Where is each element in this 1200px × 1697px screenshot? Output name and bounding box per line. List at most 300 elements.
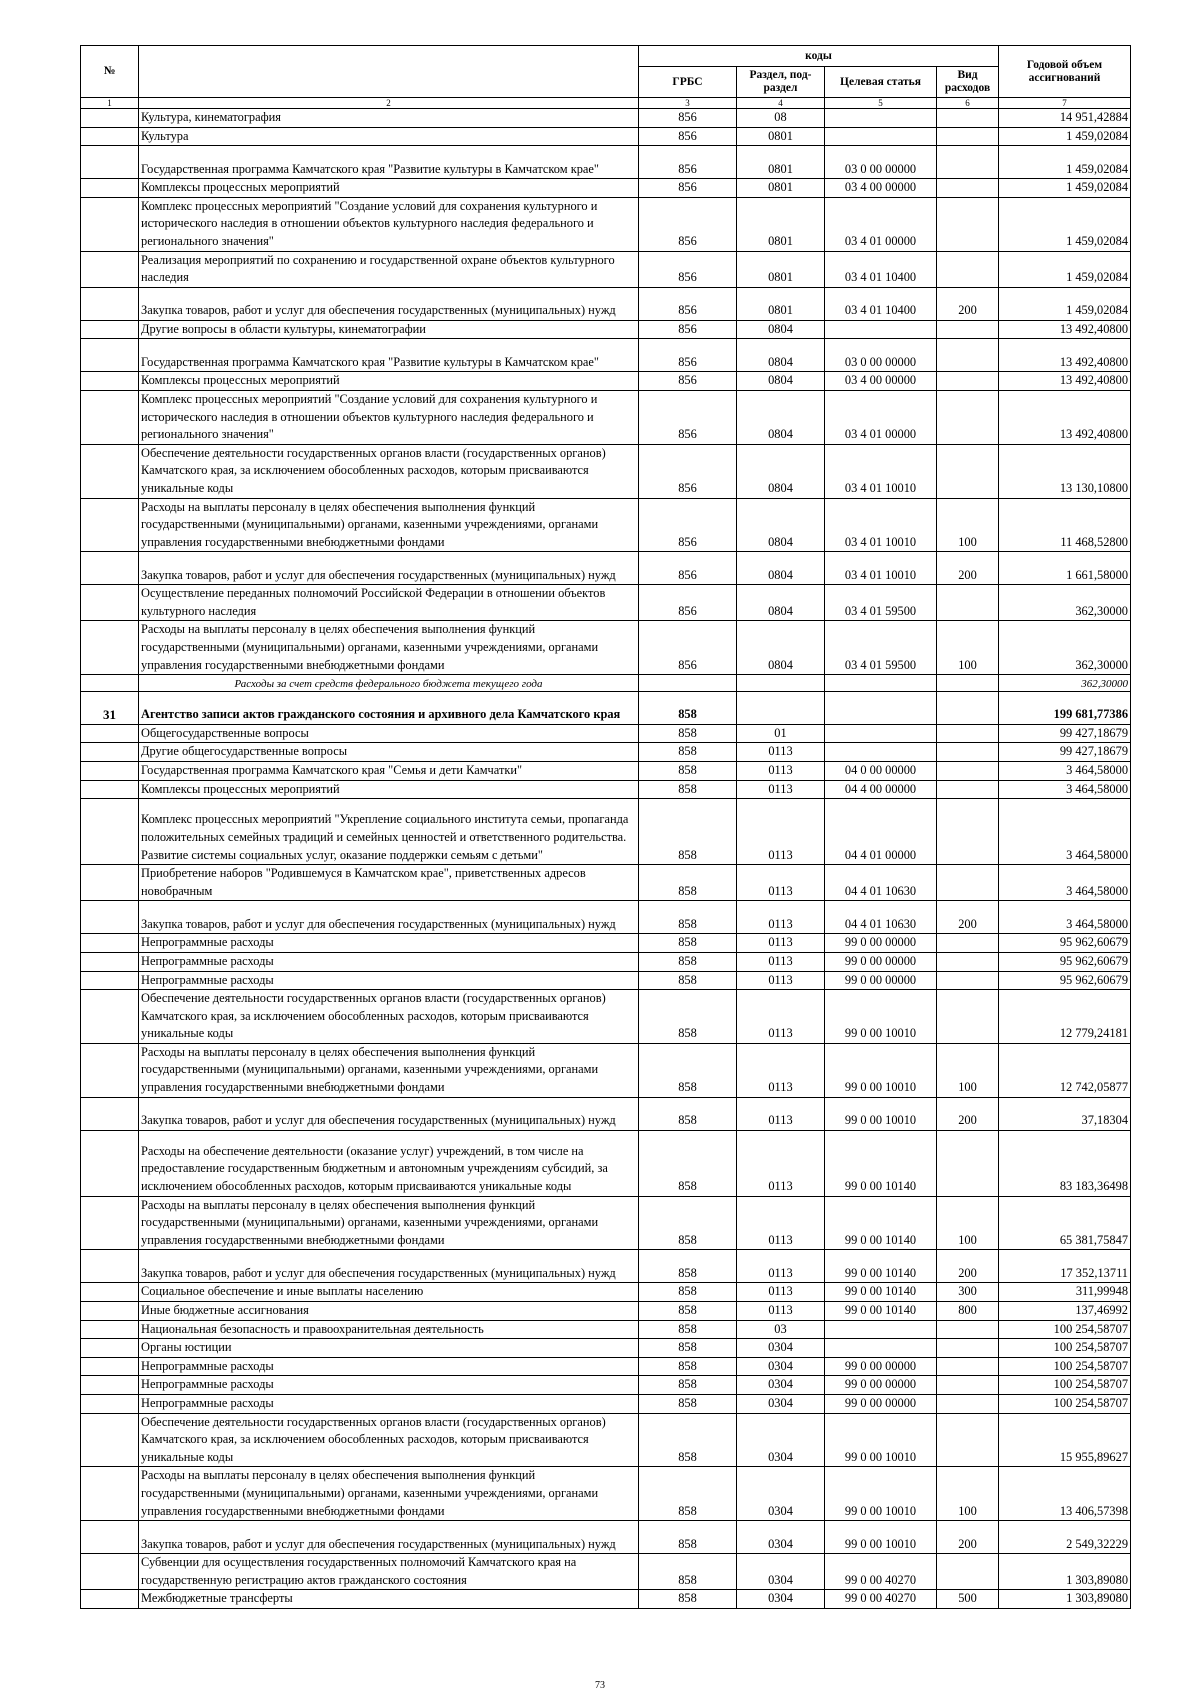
row-expense-type — [937, 127, 999, 146]
row-target-article: 99 0 00 00000 — [825, 952, 937, 971]
row-target-article — [825, 109, 937, 128]
table-row — [81, 780, 1131, 799]
row-number — [81, 498, 139, 552]
row-name: Приобретение наборов "Родившемуся в Камчатском крае", приветственных адресов новобрачным — [139, 865, 639, 901]
row-number — [81, 251, 139, 287]
row-target-article: 03 4 01 10400 — [825, 251, 937, 287]
row-expense-type — [937, 1339, 999, 1358]
row-name: Комплекс процессных мероприятий "Укрепление социального института семьи, пропаганда положительных семейных традиций и семейных ценностей и ответственного родительства. Развитие системы социальных услуг, оказание поддержки семьям с детьми" — [139, 799, 639, 865]
row-expense-type: 200 — [937, 287, 999, 320]
row-razdel — [737, 691, 825, 724]
row-name: Непрограммные расходы — [139, 952, 639, 971]
row-razdel: 01 — [737, 724, 825, 743]
row-razdel: 0113 — [737, 971, 825, 990]
row-razdel: 0304 — [737, 1590, 825, 1609]
row-expense-type — [937, 339, 999, 372]
table-row — [81, 761, 1131, 780]
row-number — [81, 621, 139, 675]
table-row — [81, 197, 1131, 251]
row-number — [81, 1130, 139, 1196]
row-name: Государственная программа Камчатского края "Развитие культуры в Камчатском крае" — [139, 146, 639, 179]
row-sum: 1 459,02084 — [999, 251, 1131, 287]
table-body — [81, 109, 1131, 1609]
row-razdel: 0304 — [737, 1521, 825, 1554]
row-target-article: 99 0 00 10010 — [825, 1043, 937, 1097]
row-name: Непрограммные расходы — [139, 1395, 639, 1414]
row-name: Субвенции для осуществления государственных полномочий Камчатского края на государственную регистрацию актов гражданского состояния — [139, 1554, 639, 1590]
row-expense-type — [937, 971, 999, 990]
row-grbs: 858 — [639, 1395, 737, 1414]
row-target-article: 03 4 00 00000 — [825, 372, 937, 391]
page-number: 73 — [595, 1680, 605, 1691]
row-sum: 12 742,05877 — [999, 1043, 1131, 1097]
header-no: № — [81, 46, 139, 98]
row-sum: 1 459,02084 — [999, 146, 1131, 179]
row-target-article: 99 0 00 10010 — [825, 1097, 937, 1130]
row-razdel: 0113 — [737, 761, 825, 780]
row-target-article: 99 0 00 10010 — [825, 1521, 937, 1554]
row-name: Закупка товаров, работ и услуг для обеспечения государственных (муниципальных) нужд — [139, 1097, 639, 1130]
row-expense-type — [937, 1320, 999, 1339]
row-number — [81, 1097, 139, 1130]
table-row — [81, 952, 1131, 971]
row-name: Иные бюджетные ассигнования — [139, 1302, 639, 1321]
row-number — [81, 390, 139, 444]
row-razdel: 0113 — [737, 1130, 825, 1196]
row-expense-type — [937, 1130, 999, 1196]
row-number — [81, 780, 139, 799]
row-name: Расходы на выплаты персоналу в целях обеспечения выполнения функций государственными (муниципальными) органами, казенными учреждениями, органами управления государственными внебюджетными фондами — [139, 621, 639, 675]
row-grbs: 856 — [639, 444, 737, 498]
row-grbs: 856 — [639, 498, 737, 552]
row-target-article: 04 4 01 00000 — [825, 799, 937, 865]
row-sum: 137,46992 — [999, 1302, 1131, 1321]
row-grbs: 856 — [639, 320, 737, 339]
row-target-article — [825, 675, 937, 692]
row-sum: 100 254,58707 — [999, 1357, 1131, 1376]
column-number: 3 — [639, 98, 737, 109]
row-sum: 1 459,02084 — [999, 127, 1131, 146]
row-expense-type: 200 — [937, 552, 999, 585]
row-expense-type: 100 — [937, 1467, 999, 1521]
row-grbs: 856 — [639, 372, 737, 391]
table-row — [81, 339, 1131, 372]
row-razdel: 0113 — [737, 780, 825, 799]
row-target-article: 04 4 01 10630 — [825, 901, 937, 934]
row-target-article: 99 0 00 10140 — [825, 1250, 937, 1283]
row-expense-type — [937, 585, 999, 621]
row-razdel: 0113 — [737, 901, 825, 934]
row-target-article: 03 4 01 10010 — [825, 498, 937, 552]
row-grbs: 858 — [639, 1130, 737, 1196]
row-expense-type — [937, 390, 999, 444]
row-sum: 100 254,58707 — [999, 1395, 1131, 1414]
row-sum: 65 381,75847 — [999, 1196, 1131, 1250]
header-razdel: Раздел, под-раздел — [737, 67, 825, 98]
row-target-article: 99 0 00 00000 — [825, 971, 937, 990]
column-number: 4 — [737, 98, 825, 109]
row-sum: 13 130,10800 — [999, 444, 1131, 498]
row-target-article: 03 4 01 10010 — [825, 444, 937, 498]
row-name: Комплексы процессных мероприятий — [139, 780, 639, 799]
row-razdel: 0113 — [737, 1043, 825, 1097]
row-sum: 13 492,40800 — [999, 339, 1131, 372]
row-target-article — [825, 320, 937, 339]
row-expense-type — [937, 1413, 999, 1467]
row-number — [81, 1250, 139, 1283]
row-name: Непрограммные расходы — [139, 971, 639, 990]
row-grbs: 858 — [639, 761, 737, 780]
row-target-article: 03 4 01 00000 — [825, 390, 937, 444]
row-expense-type: 100 — [937, 1196, 999, 1250]
row-sum: 12 779,24181 — [999, 990, 1131, 1044]
row-razdel: 0304 — [737, 1413, 825, 1467]
table-row — [81, 1467, 1131, 1521]
row-grbs: 858 — [639, 1196, 737, 1250]
table-row — [81, 675, 1131, 692]
row-name: Непрограммные расходы — [139, 1376, 639, 1395]
row-name: Социальное обеспечение и иные выплаты населению — [139, 1283, 639, 1302]
row-sum: 37,18304 — [999, 1097, 1131, 1130]
table-row — [81, 1097, 1131, 1130]
row-expense-type — [937, 865, 999, 901]
row-grbs: 858 — [639, 971, 737, 990]
row-razdel: 0304 — [737, 1467, 825, 1521]
table-row — [81, 444, 1131, 498]
row-expense-type — [937, 691, 999, 724]
row-name: Расходы за счет средств федерального бюджета текущего года — [139, 675, 639, 692]
header-sum: Годовой объем ассигнований — [999, 46, 1131, 98]
row-name: Комплексы процессных мероприятий — [139, 179, 639, 198]
header-name — [139, 46, 639, 98]
row-grbs: 858 — [639, 1250, 737, 1283]
table-row — [81, 1339, 1131, 1358]
row-sum: 13 492,40800 — [999, 390, 1131, 444]
row-number — [81, 799, 139, 865]
row-name: Закупка товаров, работ и услуг для обеспечения государственных (муниципальных) нужд — [139, 287, 639, 320]
row-number — [81, 1339, 139, 1358]
row-target-article: 03 4 01 10010 — [825, 552, 937, 585]
row-expense-type: 300 — [937, 1283, 999, 1302]
row-razdel: 0804 — [737, 498, 825, 552]
row-sum: 311,99948 — [999, 1283, 1131, 1302]
table-row — [81, 552, 1131, 585]
row-target-article: 99 0 00 10010 — [825, 1413, 937, 1467]
row-target-article: 03 4 01 00000 — [825, 197, 937, 251]
row-target-article: 04 4 00 00000 — [825, 780, 937, 799]
row-expense-type — [937, 146, 999, 179]
row-razdel: 0304 — [737, 1357, 825, 1376]
row-sum: 1 303,89080 — [999, 1590, 1131, 1609]
row-name: Расходы на выплаты персоналу в целях обеспечения выполнения функций государственными (муниципальными) органами, казенными учреждениями, органами управления государственными внебюджетными фондами — [139, 498, 639, 552]
row-name: Расходы на выплаты персоналу в целях обеспечения выполнения функций государственными (муниципальными) органами, казенными учреждениями, органами управления государственными внебюджетными фондами — [139, 1043, 639, 1097]
row-grbs: 856 — [639, 621, 737, 675]
table-row — [81, 390, 1131, 444]
row-sum: 95 962,60679 — [999, 952, 1131, 971]
row-razdel: 0804 — [737, 372, 825, 391]
column-number: 1 — [81, 98, 139, 109]
table-header — [81, 46, 1131, 109]
row-name: Непрограммные расходы — [139, 934, 639, 953]
row-razdel: 0113 — [737, 952, 825, 971]
row-expense-type — [937, 372, 999, 391]
row-razdel: 0801 — [737, 197, 825, 251]
row-name: Закупка товаров, работ и услуг для обеспечения государственных (муниципальных) нужд — [139, 1250, 639, 1283]
row-expense-type — [937, 934, 999, 953]
row-razdel — [737, 675, 825, 692]
row-sum: 3 464,58000 — [999, 799, 1131, 865]
row-grbs: 856 — [639, 390, 737, 444]
row-grbs: 858 — [639, 1357, 737, 1376]
row-grbs: 858 — [639, 934, 737, 953]
row-razdel: 0113 — [737, 1097, 825, 1130]
row-target-article: 99 0 00 00000 — [825, 934, 937, 953]
row-number — [81, 1554, 139, 1590]
row-name: Комплекс процессных мероприятий "Создание условий для сохранения культурного и исторического наследия в отношении объектов культурного наследия федерального и регионального значения" — [139, 197, 639, 251]
row-name: Закупка товаров, работ и услуг для обеспечения государственных (муниципальных) нужд — [139, 552, 639, 585]
table-row — [81, 320, 1131, 339]
row-number — [81, 675, 139, 692]
row-number — [81, 865, 139, 901]
row-grbs: 858 — [639, 691, 737, 724]
table-row — [81, 1413, 1131, 1467]
row-razdel: 0113 — [737, 799, 825, 865]
row-sum: 1 661,58000 — [999, 552, 1131, 585]
row-grbs: 858 — [639, 1043, 737, 1097]
table-row — [81, 287, 1131, 320]
header-grbs: ГРБС — [639, 67, 737, 98]
row-target-article — [825, 127, 937, 146]
row-expense-type: 100 — [937, 498, 999, 552]
row-target-article — [825, 1339, 937, 1358]
row-sum: 199 681,77386 — [999, 691, 1131, 724]
row-grbs: 856 — [639, 179, 737, 198]
row-name: Закупка товаров, работ и услуг для обеспечения государственных (муниципальных) нужд — [139, 1521, 639, 1554]
table-row — [81, 934, 1131, 953]
table-row — [81, 743, 1131, 762]
row-grbs: 858 — [639, 780, 737, 799]
row-number — [81, 971, 139, 990]
row-number — [81, 1283, 139, 1302]
row-expense-type: 200 — [937, 1521, 999, 1554]
row-razdel: 0113 — [737, 1302, 825, 1321]
row-expense-type — [937, 761, 999, 780]
row-target-article: 99 0 00 00000 — [825, 1395, 937, 1414]
row-grbs: 856 — [639, 585, 737, 621]
row-name: Обеспечение деятельности государственных органов власти (государственных органов) Камчатского края, за исключением обособленных расходов, которым присваиваются уникальные коды — [139, 444, 639, 498]
column-number: 6 — [937, 98, 999, 109]
row-name: Обеспечение деятельности государственных органов власти (государственных органов) Камчатского края, за исключением обособленных расходов, которым присваиваются уникальные коды — [139, 1413, 639, 1467]
row-grbs: 858 — [639, 901, 737, 934]
row-sum: 11 468,52800 — [999, 498, 1131, 552]
row-target-article — [825, 743, 937, 762]
row-name: Общегосударственные вопросы — [139, 724, 639, 743]
table-row — [81, 1043, 1131, 1097]
row-razdel: 0304 — [737, 1339, 825, 1358]
table-row — [81, 901, 1131, 934]
row-grbs: 858 — [639, 1320, 737, 1339]
row-number — [81, 743, 139, 762]
row-sum: 1 459,02084 — [999, 287, 1131, 320]
row-name: Обеспечение деятельности государственных органов власти (государственных органов) Камчатского края, за исключением обособленных расходов, которым присваиваются уникальные коды — [139, 990, 639, 1044]
row-expense-type — [937, 724, 999, 743]
row-number — [81, 1302, 139, 1321]
row-expense-type: 200 — [937, 1250, 999, 1283]
row-grbs: 858 — [639, 865, 737, 901]
row-grbs: 856 — [639, 197, 737, 251]
row-razdel: 0801 — [737, 179, 825, 198]
row-number — [81, 372, 139, 391]
row-grbs: 858 — [639, 1521, 737, 1554]
table-row — [81, 1521, 1131, 1554]
row-number — [81, 287, 139, 320]
row-razdel: 0801 — [737, 146, 825, 179]
row-number — [81, 934, 139, 953]
table-row — [81, 1395, 1131, 1414]
row-target-article: 03 4 01 10400 — [825, 287, 937, 320]
row-name: Органы юстиции — [139, 1339, 639, 1358]
header-cs: Целевая статья — [825, 67, 937, 98]
row-expense-type — [937, 990, 999, 1044]
row-razdel: 0804 — [737, 585, 825, 621]
row-sum: 13 492,40800 — [999, 372, 1131, 391]
row-number — [81, 761, 139, 780]
row-expense-type: 200 — [937, 901, 999, 934]
row-number — [81, 724, 139, 743]
row-number — [81, 1413, 139, 1467]
row-sum: 3 464,58000 — [999, 865, 1131, 901]
row-razdel: 0113 — [737, 1283, 825, 1302]
table-row — [81, 1130, 1131, 1196]
row-expense-type — [937, 444, 999, 498]
row-razdel: 0113 — [737, 990, 825, 1044]
row-target-article: 99 0 00 00000 — [825, 1357, 937, 1376]
row-expense-type — [937, 251, 999, 287]
row-sum: 3 464,58000 — [999, 901, 1131, 934]
row-sum: 1 303,89080 — [999, 1554, 1131, 1590]
row-target-article — [825, 691, 937, 724]
row-target-article: 99 0 00 10140 — [825, 1302, 937, 1321]
row-target-article: 03 0 00 00000 — [825, 146, 937, 179]
row-sum: 1 459,02084 — [999, 197, 1131, 251]
row-number — [81, 585, 139, 621]
row-sum: 100 254,58707 — [999, 1320, 1131, 1339]
row-number — [81, 1357, 139, 1376]
table-row — [81, 1283, 1131, 1302]
table-row — [81, 691, 1131, 724]
row-sum: 2 549,32229 — [999, 1521, 1131, 1554]
row-razdel: 0804 — [737, 444, 825, 498]
row-number — [81, 109, 139, 128]
row-number — [81, 901, 139, 934]
table-row — [81, 990, 1131, 1044]
row-expense-type: 100 — [937, 1043, 999, 1097]
row-sum: 13 406,57398 — [999, 1467, 1131, 1521]
row-grbs: 858 — [639, 1467, 737, 1521]
row-number — [81, 1590, 139, 1609]
row-name: Культура — [139, 127, 639, 146]
table-row — [81, 146, 1131, 179]
row-number — [81, 1376, 139, 1395]
row-razdel: 0113 — [737, 934, 825, 953]
row-number — [81, 320, 139, 339]
table-row — [81, 372, 1131, 391]
table-row — [81, 1320, 1131, 1339]
row-sum: 17 352,13711 — [999, 1250, 1131, 1283]
table-row — [81, 585, 1131, 621]
row-grbs — [639, 675, 737, 692]
table-row — [81, 1554, 1131, 1590]
row-razdel: 0801 — [737, 251, 825, 287]
row-target-article: 99 0 00 10140 — [825, 1283, 937, 1302]
row-razdel: 0804 — [737, 552, 825, 585]
row-expense-type — [937, 1395, 999, 1414]
row-number — [81, 552, 139, 585]
row-name: Другие общегосударственные вопросы — [139, 743, 639, 762]
row-number — [81, 1196, 139, 1250]
row-number: 31 — [81, 691, 139, 724]
row-sum: 99 427,18679 — [999, 724, 1131, 743]
row-name: Межбюджетные трансферты — [139, 1590, 639, 1609]
row-target-article: 99 0 00 00000 — [825, 1376, 937, 1395]
row-sum: 3 464,58000 — [999, 780, 1131, 799]
row-name: Расходы на выплаты персоналу в целях обеспечения выполнения функций государственными (муниципальными) органами, казенными учреждениями, органами управления государственными внебюджетными фондами — [139, 1467, 639, 1521]
row-target-article: 03 4 00 00000 — [825, 179, 937, 198]
table-row — [81, 1196, 1131, 1250]
row-razdel: 0113 — [737, 865, 825, 901]
row-target-article: 99 0 00 10010 — [825, 990, 937, 1044]
row-grbs: 858 — [639, 743, 737, 762]
row-razdel: 0113 — [737, 1196, 825, 1250]
row-sum: 95 962,60679 — [999, 934, 1131, 953]
row-grbs: 858 — [639, 1554, 737, 1590]
row-number — [81, 1467, 139, 1521]
row-number — [81, 179, 139, 198]
row-expense-type — [937, 320, 999, 339]
row-razdel: 0804 — [737, 320, 825, 339]
table-row — [81, 621, 1131, 675]
row-razdel: 0804 — [737, 390, 825, 444]
row-target-article: 99 0 00 10140 — [825, 1130, 937, 1196]
row-sum: 3 464,58000 — [999, 761, 1131, 780]
row-sum: 100 254,58707 — [999, 1376, 1131, 1395]
row-expense-type — [937, 675, 999, 692]
row-target-article: 04 0 00 00000 — [825, 761, 937, 780]
row-expense-type — [937, 1357, 999, 1376]
row-grbs: 858 — [639, 1097, 737, 1130]
row-grbs: 858 — [639, 952, 737, 971]
row-name: Расходы на обеспечение деятельности (оказание услуг) учреждений, в том числе на предоставление государственным бюджетным и автономным учреждениям субсидий, за исключением обособленных расходов, которым присваиваются уникальные коды — [139, 1130, 639, 1196]
table-row — [81, 799, 1131, 865]
table-row — [81, 1590, 1131, 1609]
header-codes: коды — [639, 46, 999, 67]
row-target-article — [825, 1320, 937, 1339]
row-sum: 14 951,42884 — [999, 109, 1131, 128]
row-number — [81, 1043, 139, 1097]
row-grbs: 856 — [639, 339, 737, 372]
column-number: 5 — [825, 98, 937, 109]
row-razdel: 0804 — [737, 339, 825, 372]
table-row — [81, 127, 1131, 146]
row-target-article: 03 4 01 59500 — [825, 621, 937, 675]
row-grbs: 856 — [639, 127, 737, 146]
row-grbs: 858 — [639, 1590, 737, 1609]
row-razdel: 0304 — [737, 1395, 825, 1414]
row-grbs: 858 — [639, 724, 737, 743]
row-number — [81, 990, 139, 1044]
row-target-article: 03 0 00 00000 — [825, 339, 937, 372]
table-row — [81, 1376, 1131, 1395]
